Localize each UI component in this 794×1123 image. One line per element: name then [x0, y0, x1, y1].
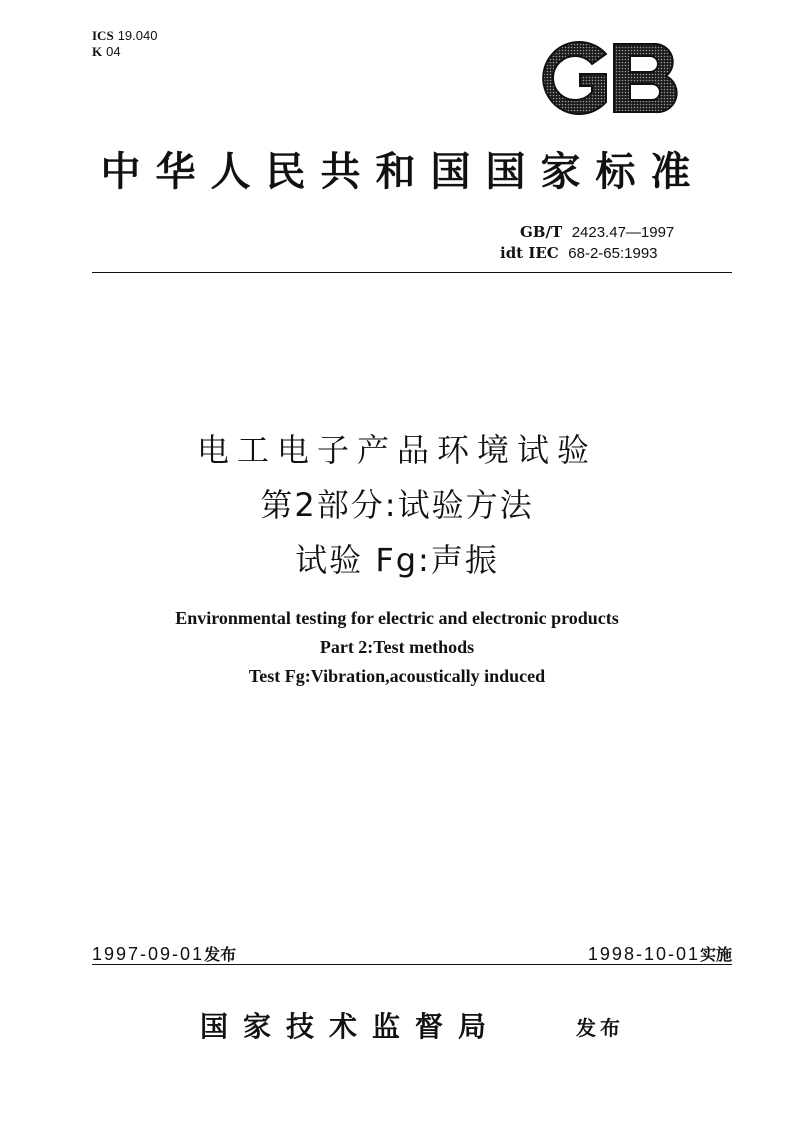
title-cn-line1: 电工电子产品环境试验 — [196, 431, 597, 469]
standard-title: 中华人民共和国国家标准 — [100, 148, 706, 195]
gb-number: GB/T 2423.47—1997 — [520, 223, 675, 241]
issuer-action: 发布 — [576, 1016, 624, 1040]
title-en-line3: Test Fg:Vibration,acoustically induced — [248, 666, 546, 686]
title-en-line2: Part 2:Test methods — [319, 637, 475, 657]
standard-number — [500, 222, 675, 264]
effective-date: 1998-10-01实施 — [587, 944, 732, 964]
header-divider — [92, 272, 732, 273]
title-cn-line2: 第2部分:试验方法 — [260, 486, 534, 524]
issue-date: 1997-09-01发布 — [92, 944, 237, 964]
title-cn-line3: 试验 Fg:声振 — [295, 541, 499, 579]
classification-codes — [92, 28, 157, 60]
issuer-name: 国家技术监督局 — [200, 1010, 502, 1043]
title-en-line1: Environmental testing for electric and electronic products — [175, 608, 619, 628]
footer-divider — [92, 964, 732, 965]
ics-code: ICS 19.040 — [92, 28, 158, 43]
k-code: K 04 — [92, 44, 121, 59]
idt-number: idt IEC 68-2-65:1993 — [500, 244, 658, 262]
gb-logo-icon — [540, 40, 686, 116]
